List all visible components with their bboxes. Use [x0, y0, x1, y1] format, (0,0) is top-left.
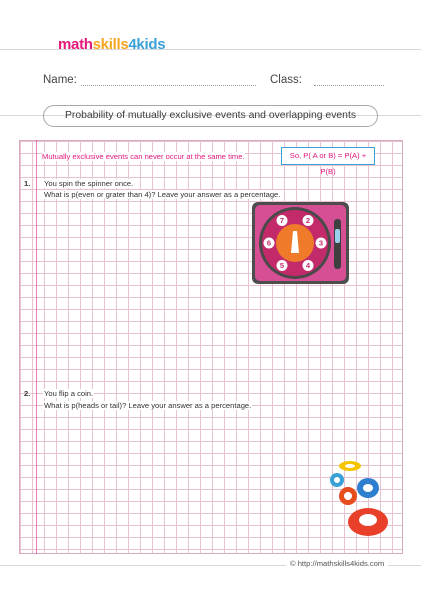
question-1-number: 1. [24, 179, 31, 188]
spinner-handle [335, 229, 340, 243]
spinner-number: 4 [305, 261, 311, 271]
chip-yellow-center [345, 464, 355, 468]
class-field[interactable] [314, 85, 384, 86]
spinner-number: 5 [279, 261, 285, 271]
spinner-number: 3 [318, 238, 324, 248]
spinner-number: 2 [305, 216, 311, 226]
footer-url: © http://mathskills4kids.com [286, 559, 388, 568]
question-2-line-1: You flip a coin. [44, 389, 94, 398]
name-label: Name: [43, 74, 77, 86]
spinner-number: 7 [279, 216, 285, 226]
class-label: Class: [270, 74, 302, 86]
chip-red-center [359, 514, 377, 526]
spinner-image [252, 201, 350, 285]
chip-blue-small-center [334, 477, 340, 483]
rule-text: Mutually exclusive events can never occur at the same time. [42, 152, 245, 161]
chips-image [324, 456, 392, 540]
chip-blue-center [363, 484, 373, 492]
spinner-number: 6 [266, 238, 272, 248]
logo-part-1: math [58, 36, 93, 53]
spinner-handle-track [334, 219, 341, 269]
name-class-row [43, 74, 388, 92]
worksheet-title: Probability of mutually exclusive events and overlapping events [43, 105, 378, 127]
formula-box: So, P( A or B) = P(A) + P(B) [281, 147, 375, 165]
question-2-number: 2. [24, 389, 31, 398]
chip-orange-center [344, 492, 352, 500]
logo-part-2: skills [92, 36, 129, 53]
question-1-line-1: You spin the spinner once. [44, 179, 134, 188]
name-field[interactable] [81, 85, 256, 86]
question-2-line-2: What is p(heads or tail)? Leave your answer as a percentage. [44, 401, 252, 410]
logo-part-3: 4kids [128, 36, 166, 53]
question-1-line-2: What is p(even or grater than 4)? Leave your answer as a percentage. [44, 190, 281, 199]
margin-line [36, 140, 37, 554]
logo [58, 37, 165, 52]
